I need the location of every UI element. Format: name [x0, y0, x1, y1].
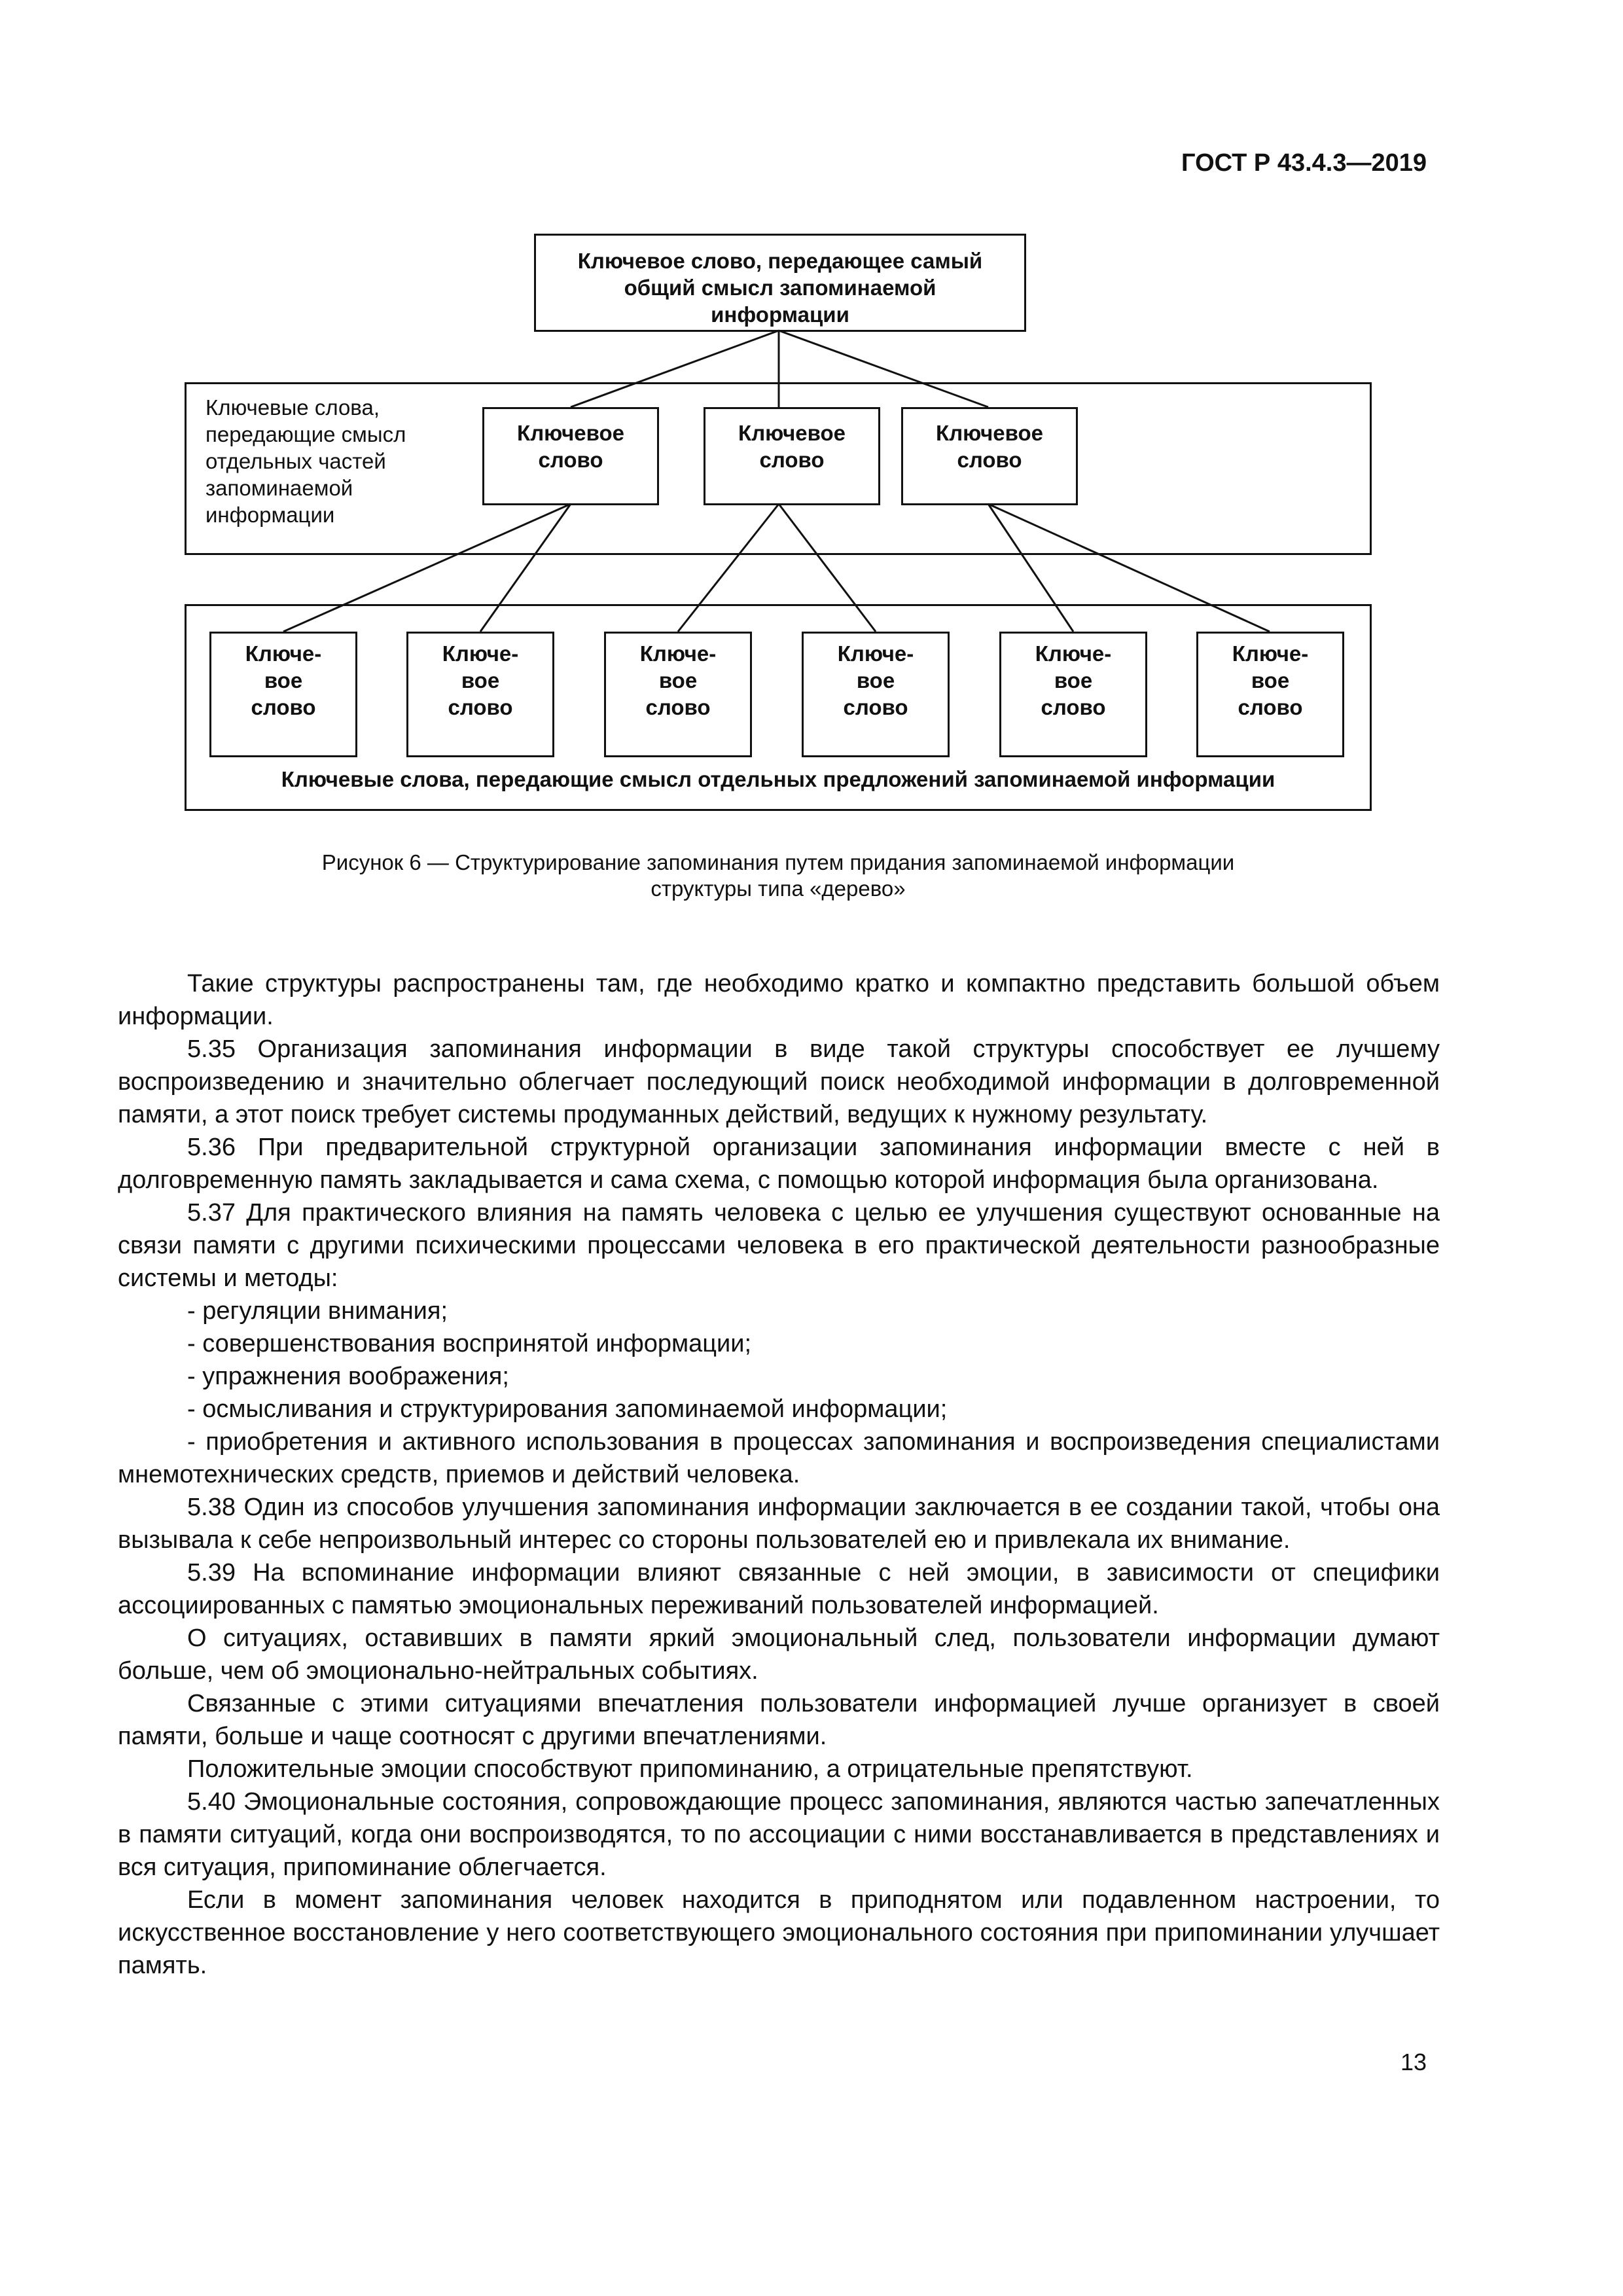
list-item: - совершенствования воспринятой информации; [187, 1330, 752, 1357]
level2-keyword-box: Ключе- вое слово [406, 632, 554, 757]
level1-keyword-box: Ключевое слово [901, 407, 1078, 505]
root-line-1: Ключевое слово, передающее самый [577, 249, 983, 273]
level2-keyword-box: Ключе- вое слово [604, 632, 752, 757]
list-item: - приобретения и активного использования в процессах запоминания и воспроизведения специалистами мнемотехнических средств, приемов и действий человека. [118, 1428, 1440, 1488]
level2-keyword-box: Ключе- вое слово [1196, 632, 1344, 757]
figure-caption [185, 850, 1372, 902]
paragraph: Такие структуры распространены там, где необходимо кратко и компактно представить большой объем информации. [118, 970, 1440, 1030]
paragraph: Связанные с этими ситуациями впечатления пользователи информацией лучше организует в своей памяти, больше и чаще соотносят с другими впечатлениями. [118, 1690, 1440, 1750]
level1-group-label: Ключевые слова, передающие смысл отдельных частей запоминаемой информации [205, 395, 406, 527]
root-line-3: информации [711, 302, 849, 327]
document-code: ГОСТ Р 43.4.3—2019 [1181, 149, 1427, 177]
paragraph: О ситуациях, оставивших в памяти яркий эмоциональный след, пользователи информации думают больше, чем об эмоционально-нейтральных событиях. [118, 1624, 1440, 1685]
paragraph-5-35: 5.35 Организация запоминания информации в виде такой структуры способствует ее лучшему воспроизведению и значительно облегчает последующий поиск необходимой информации в долговременной памяти, а этот поиск требует системы продуманных действий, ведущих к нужному результату. [118, 1035, 1440, 1128]
paragraph-5-36: 5.36 При предварительной структурной организации запоминания информации вместе с ней в долговременную память закладывается и сама схема, с помощью которой информация была организована. [118, 1134, 1440, 1194]
level2-group-label: Ключевые слова, передающие смысл отдельных предложений запоминаемой информации [281, 767, 1275, 791]
paragraph-5-37: 5.37 Для практического влияния на память человека с целью ее улучшения существуют основанные на связи памяти с другими психическими процессами человека в его практической деятельности разнообразные системы и методы: [118, 1199, 1440, 1292]
root-keyword-box [534, 234, 1026, 332]
paragraph: Положительные эмоции способствуют припоминанию, а отрицательные препятствуют. [187, 1755, 1193, 1783]
paragraph-5-39: 5.39 На вспоминание информации влияют связанные с ней эмоции, в зависимости от специфики ассоциированных с памятью эмоциональных переживаний пользователей информацией. [118, 1559, 1440, 1619]
body-text [118, 967, 1440, 1982]
list-item: - упражнения воображения; [187, 1363, 509, 1390]
level2-keyword-box: Ключе- вое слово [802, 632, 950, 757]
list-item: - регуляции внимания; [187, 1297, 448, 1325]
level2-keyword-box: Ключе- вое слово [999, 632, 1147, 757]
level1-keyword-box: Ключевое слово [482, 407, 659, 505]
root-line-2: общий смысл запоминаемой [624, 276, 936, 300]
page-number: 13 [1400, 2049, 1427, 2075]
level2-keyword-box: Ключе- вое слово [209, 632, 357, 757]
caption-line-1: Рисунок 6 — Структурирование запоминания путем придания запоминаемой информации [321, 850, 1235, 874]
tree-diagram [0, 0, 1623, 825]
paragraph-5-40: 5.40 Эмоциональные состояния, сопровождающие процесс запоминания, являются частью запечатленных в памяти ситуаций, когда они воспроизводятся, то по ассоциации с ними восстанавливается в представлениях и вся ситуация, припоминание облегчается. [118, 1788, 1440, 1881]
caption-line-2: структуры типа «дерево» [651, 876, 906, 901]
paragraph-5-38: 5.38 Один из способов улучшения запоминания информации заключается в ее создании такой, чтобы она вызывала к себе непроизвольный интерес со стороны пользователей ею и привлекала их внимание. [118, 1494, 1440, 1554]
paragraph: Если в момент запоминания человек находится в приподнятом или подавленном настроении, то искусственное восстановление у него соответствующего эмоционального состояния при припоминании улучшает память. [118, 1886, 1440, 1979]
level1-keyword-box: Ключевое слово [704, 407, 880, 505]
list-item: - осмысливания и структурирования запоминаемой информации; [187, 1395, 948, 1423]
